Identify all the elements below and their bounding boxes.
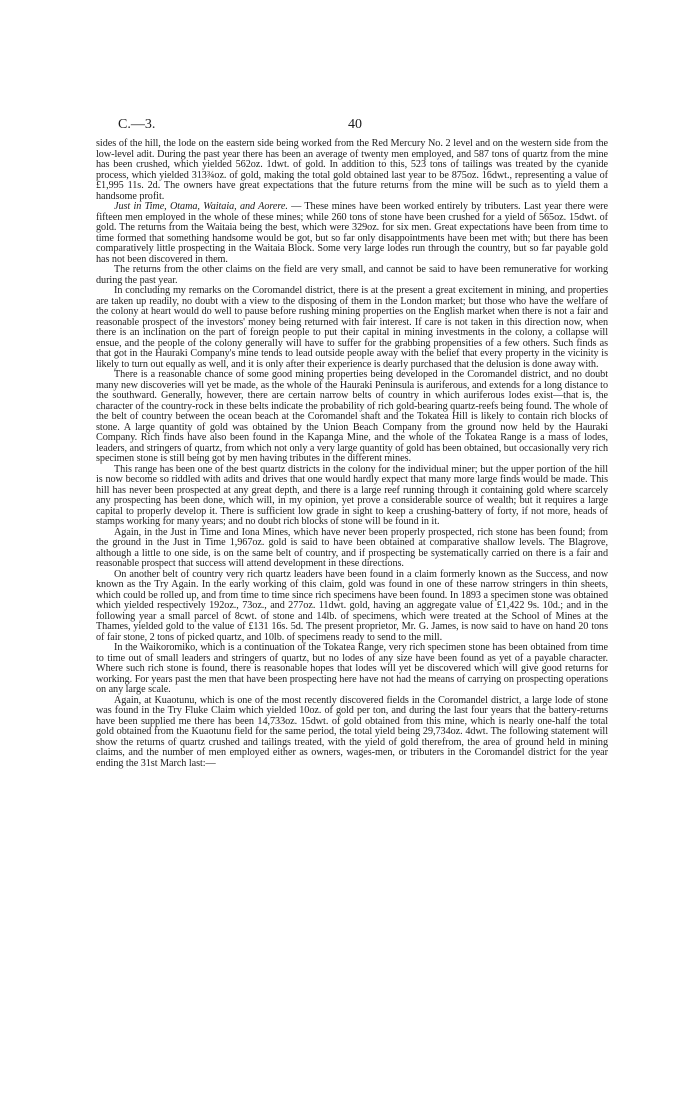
paragraph-kuaotunu (96, 696, 608, 770)
paragraph-text: There is a reasonable chance of some good mining properties being developed in the Coromandel district, and no doubt many new discoveries will yet be made, as the whole of the Hauraki Peninsula is auriferous, and extends for a long distance to the southward. Generally, however, there are certain narrow belts of country in which auriferous lodes exist—that is, the character of the country-rock in these belts indicate the probability of rich gold-bearing quartz-reefs being found. The whole of the belt of country between the ocean beach at the Coromandel shaft and the Tokatea Hill is likely to contain rich blocks of stone. A large quantity of gold was obtained by the Union Beach Company from the ground now held by the Hauraki Company. Rich finds have also been found in the Kapanga Mine, and the whole of the Tokatea Range is a mass of lodes, leaders, and stringers of quartz, from which not only a very large quantity of gold has been obtained, but occasionally very rich specimen stone is still being got by men having tributes in the different mines. (96, 369, 608, 464)
paragraph-text: Again, in the Just in Time and Iona Mines, which have never been properly prospected, rich stone has been found; from the ground in the Just in Time 1,967oz. gold is said to have been obtained at comparative shallow levels. The Blagrove, although a little to one side, is on the same belt of country, and if prospecting be systematically carried on there is a fair and reasonable prospect that success will attend development in these directions. (96, 526, 608, 569)
paragraph-text: On another belt of country very rich quartz leaders have been found in a claim formerly known as the Success, and now known as the Try Again. In the early working of this claim, gold was found in one of these narrow stringers in thin sheets, which could be rolled up, and from time to time since rich specimens have been found. In 1893 a specimen stone was obtained which yielded respectively 192oz., 73oz., and 277oz. 11dwt. gold, having an aggregate value of £1,422 9s. 10d.; and in the following year a small parcel of 8cwt. of stone and 14lb. of specimens, which were treated at the School of Mines at the Thames, yielded gold to the value of £131 16s. 5d. The present proprietor, Mr. G. James, is now said to have on hand 20 tons of fair stone, 2 tons of picked quartz, and 10lb. of specimens ready to send to the mill. (96, 568, 608, 643)
page-header (118, 115, 592, 135)
paragraph-tokatea-range (96, 465, 608, 528)
paragraph-text: — These mines have been worked entirely by tributers. Last year there were fifteen men employed in the whole of these mines; while 260 tons of stone have been crushed for a yield of 565oz. 15dwt. of gold. The returns from the Waitaia being the best, which were 329oz. for six men. Great expectations have been from time to time formed that something handsome would be got, but so far only disappointments have been met with; but there has been comparatively little prospecting in the Waitaia Block. Some very large lodes run through the country, but so far payable gold has not been discovered in them. (96, 201, 608, 265)
paragraph-just-in-time (96, 202, 608, 265)
paragraph-mining-prospects (96, 370, 608, 465)
paragraph-text: The returns from the other claims on the field are very small, and cannot be said to have been remunerative for working during the past year. (96, 264, 608, 286)
paragraph-red-mercury (96, 139, 608, 202)
paragraph-waikoromiko (96, 643, 608, 696)
paragraph-try-again (96, 570, 608, 644)
paragraph-concluding-remarks (96, 286, 608, 370)
page-number: 40 (348, 117, 362, 132)
paragraph-text: In concluding my remarks on the Coromandel district, there is at the present a great excitement in mining, and properties are taken up readily, no doubt with a view to the disposing of them in the London market; but those who have the welfare of the colony at heart would do well to pause before rushing mining properties on the English market when there is not a fair and reasonable prospect of the investors' money being returned with fair interest. If care is not taken in this direction now, when there is an inclination on the part of foreign people to put their capital in mining investments in the colony, a collapse will ensue, and the people of the colony generally will have to suffer for the grabbing propensities of a few others. Such finds as that got in the Hauraki Company's mine tends to lead outside people away with the belief that every property in the vicinity is likely to turn out equally as well, and it is only after their experience is dearly purchased that the delusion is done away with. (96, 285, 608, 370)
paragraph-other-claims (96, 265, 608, 286)
paragraph-text: Again, at Kuaotunu, which is one of the most recently discovered fields in the Coromandel district, a large lode of stone was found in the Try Fluke Claim which yielded 10oz. of gold per ton, and during the last four years that the battery-returns have been supplied me there has been 14,733oz. 15dwt. of gold obtained from this mine, which is nearly one-half the total gold obtained from the Kuaotunu field for the same period, the total yield being 29,734oz. 4dwt. The following statement will show the returns of quartz crushed and tailings treated, with the yield of gold therefrom, the area of ground held in mining claims, and the number of men employed either as owners, wages-men, or tributers in the Coromandel district for the year ending the 31st March last:— (96, 694, 608, 769)
paragraph-text: This range has been one of the best quartz districts in the colony for the individual miner; but the upper portion of the hill is now become so riddled with adits and drives that one would hardly expect that many more large finds would be made. This hill has never been prospected at any great depth, and there is a large reef running through it containing gold where scarcely any prospecting has been done, which will, in my opinion, yet prove a considerable source of wealth; but it requires a large capital to properly develop it. There is sufficient low grade in sight to keep a crushing-battery of forty, if not more, heads of stamps working for many years; and no doubt rich blocks of stone will be found in it. (96, 463, 608, 527)
paragraph-text: In the Waikoromiko, which is a continuation of the Tokatea Range, very rich specimen stone has been obtained from time to time out of small leaders and stringers of quartz, but no lodes of any size have been found as yet of a payable character. Where such rich stone is found, there is reasonable hopes that lodes will yet be discovered which will give good returns for working. For years past the men that have been prospecting here have not had the means of carrying on prospecting operations on any large scale. (96, 642, 608, 695)
paragraph-iona-mines (96, 528, 608, 570)
report-body (96, 139, 608, 769)
section-lead: Just in Time, Otama, Waitaia, and Aorere. (114, 201, 288, 212)
paragraph-text: sides of the hill, the lode on the eastern side being worked from the Red Mercury No. 2 level and on the western side from the low-level adit. During the past year there has been an average of twenty men employed, and 587 tons of quartz from the mine has been crushed, which yielded 562oz. 1dwt. of gold. In addition to this, 523 tons of tailings was treated by the cyanide process, which yielded 313¾oz. of gold, making the total gold obtained last year to be 875oz. 16dwt., representing a value of £1,995 11s. 2d. The owners have great expectations that the future returns from the mine will be such as to yield them a handsome profit. (96, 138, 608, 202)
document-reference: C.—3. (118, 117, 156, 132)
